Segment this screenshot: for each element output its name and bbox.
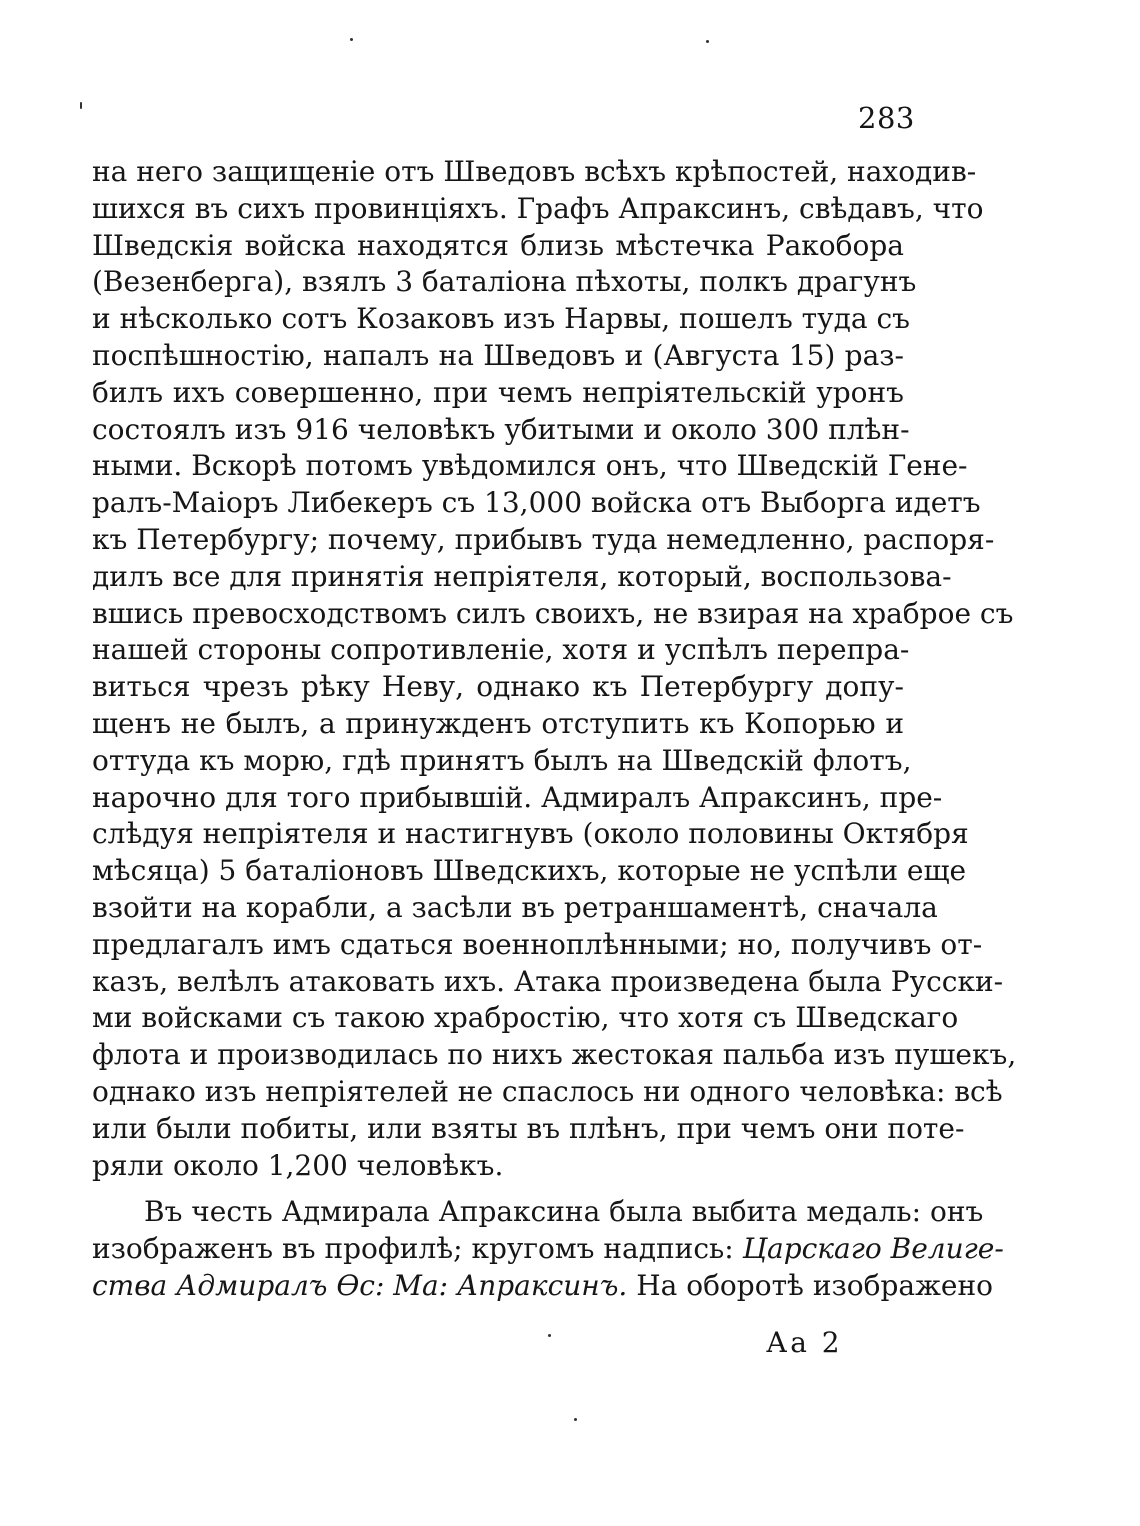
text-line: виться чрезъ рѣку Неву, однако къ Петербургу допу-	[92, 670, 904, 704]
text-line: къ Петербургу; почему, прибывъ туда немедленно, распоря-	[92, 522, 995, 556]
text-line: щенъ не былъ, а принужденъ отступить къ Копорью и	[92, 706, 904, 740]
page-number: 283	[858, 101, 915, 135]
text-line: билъ ихъ совершенно, при чемъ непріятельскій уронъ	[92, 375, 904, 409]
text-line: шихся въ сихъ провинціяхъ. Графъ Апраксинъ, свѣдавъ, что	[92, 191, 984, 225]
text-line: нарочно для того прибывшій. Адмиралъ Апраксинъ, пре-	[92, 780, 943, 814]
text-line: Шведскія войска находятся близь мѣстечка Ракобора	[92, 228, 904, 262]
text-line: мѣсяца) 5 баталіоновъ Шведскихъ, которые не успѣли еще	[92, 854, 967, 888]
text-line: однако изъ непріятелей не спаслось ни одного человѣка: всѣ	[92, 1074, 1003, 1108]
text-line: поспѣшностію, напалъ на Шведовъ и (Августа 15) раз-	[92, 338, 904, 372]
catchword: Аа 2	[766, 1326, 843, 1359]
text-line: и нѣсколько сотъ Козаковъ изъ Нарвы, пошелъ туда съ	[92, 302, 910, 336]
text-line: предлагалъ имъ сдаться военноплѣнными; но, получивъ от-	[92, 927, 983, 961]
text-line: флота и производилась по нихъ жестокая пальба изъ пушекъ,	[92, 1038, 1017, 1072]
body-text	[92, 154, 1017, 1305]
scan-speck	[706, 40, 709, 43]
text-line: Въ честь Адмирала Апраксина была выбита медаль: онъ	[144, 1195, 984, 1229]
text-line	[92, 1268, 993, 1305]
text-segment: изображенъ въ профилѣ; кругомъ надпись:	[92, 1232, 734, 1266]
text-line: взойти на корабли, а засѣли въ ретраншаментѣ, сначала	[92, 890, 938, 924]
scan-speck	[574, 1418, 577, 1421]
paragraph-gap	[92, 1184, 904, 1194]
scan-speck	[80, 102, 82, 109]
text-line: слѣдуя непріятеля и настигнувъ (около половины Октября	[92, 817, 969, 851]
text-line: состоялъ изъ 916 человѣкъ убитыми и около 300 плѣн-	[92, 412, 910, 446]
text-line: (Везенберга), взялъ 3 баталіона пѣхоты, полкъ драгунъ	[92, 265, 917, 299]
text-segment: На оборотѣ изображено	[636, 1268, 993, 1302]
paragraph-2	[92, 1194, 1004, 1304]
text-line: ралъ-Маіоръ Либекеръ съ 13,000 войска отъ Выборга идетъ	[92, 486, 981, 520]
scan-speck	[350, 38, 353, 41]
text-line: вшись превосходствомъ силъ своихъ, не взирая на храброе съ	[92, 596, 1014, 630]
text-line: оттуда къ морю, гдѣ принятъ былъ на Шведскій флотъ,	[92, 743, 912, 777]
text-line: ряли около 1,200 человѣкъ.	[92, 1148, 504, 1182]
italic-inscription: ства Адмиралъ Ѳс: Ма: Апраксинъ.	[92, 1268, 628, 1302]
text-line	[92, 1231, 1004, 1268]
text-line: ными. Вскорѣ потомъ увѣдомился онъ, что Шведскій Гене-	[92, 449, 968, 483]
italic-inscription: Царскаго Велиге-	[742, 1232, 1004, 1266]
text-line: ми войсками съ такою храбростію, что хотя съ Шведскаго	[92, 1001, 959, 1035]
text-line: или были побиты, или взяты въ плѣнъ, при чемъ они поте-	[92, 1111, 965, 1145]
scan-speck	[548, 1334, 551, 1337]
text-line: казъ, велѣлъ атаковать ихъ. Атака произведена была Русски-	[92, 964, 1004, 998]
text-line: на него защищеніе отъ Шведовъ всѣхъ крѣпостей, находив-	[92, 155, 977, 188]
text-line: нашей стороны сопротивленіе, хотя и успѣлъ перепра-	[92, 633, 910, 667]
text-line: дилъ все для принятія непріятеля, который, воспользова-	[92, 559, 952, 593]
paragraph-1	[92, 154, 1017, 1184]
